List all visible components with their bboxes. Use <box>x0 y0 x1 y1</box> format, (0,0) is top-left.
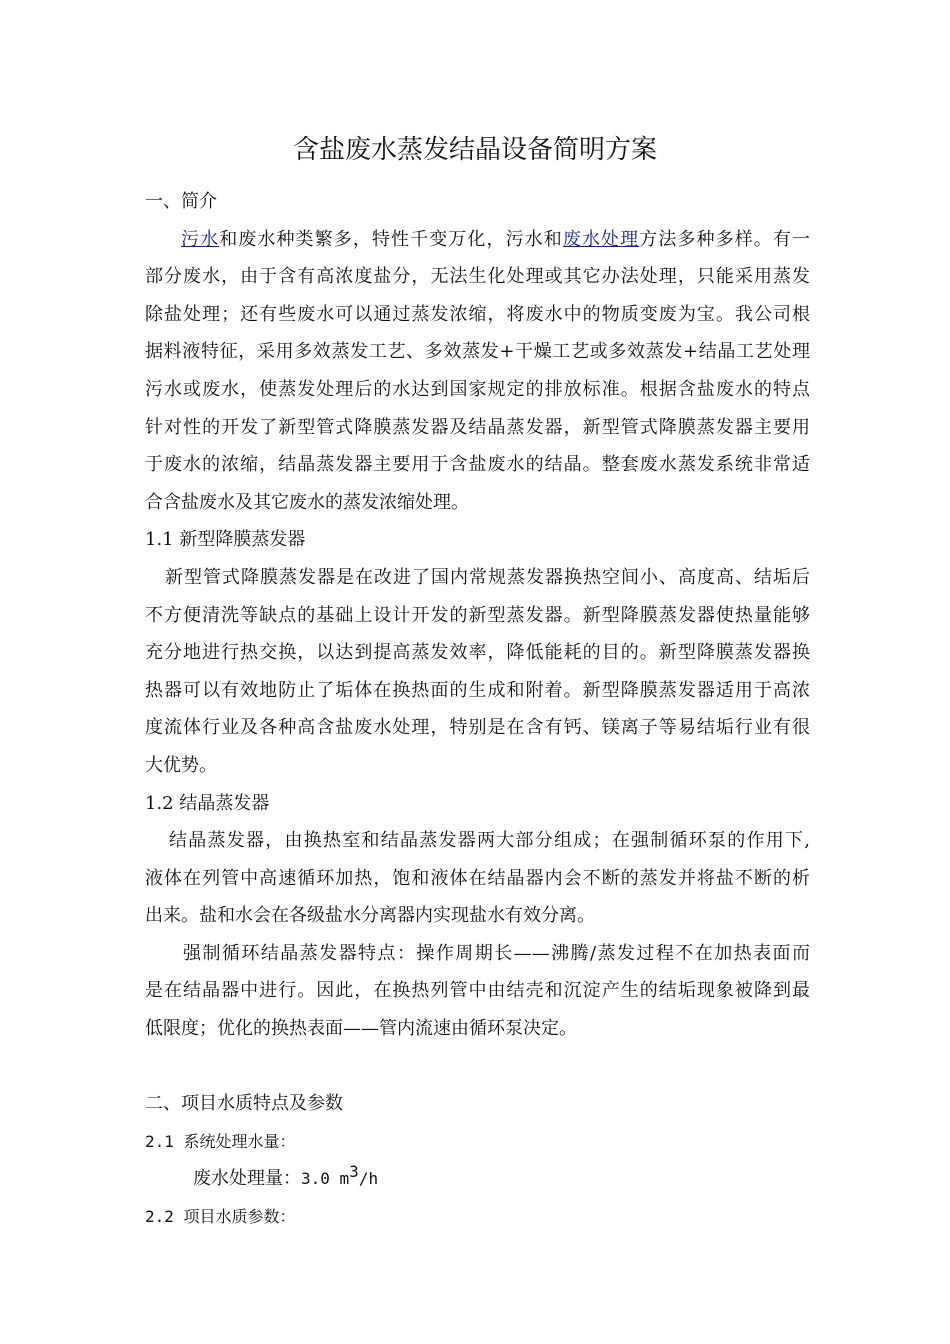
section-heading-water-quality: 二、项目水质特点及参数 <box>145 1093 343 1115</box>
document-body <box>145 183 810 1236</box>
paragraph-line: 低限度；优化的换热表面——管内流速由循环泵决定。 <box>145 1018 577 1040</box>
paragraph-line: 充分地进行热交换，以达到提高蒸发效率，降低能耗的目的。新型降膜蒸发器换 <box>145 642 810 664</box>
paragraph-line: 除盐处理；还有些废水可以通过蒸发浓缩，将废水中的物质变废为宝。我公司根 <box>145 303 810 325</box>
paragraph-line: 热器可以有效地防止了垢体在换热面的生成和附着。新型降膜蒸发器适用于高浓 <box>145 679 810 701</box>
treatment-capacity-value: 3.0 m <box>301 1169 350 1189</box>
paragraph-line: 出来。盐和水会在各级盐水分离器内实现盐水有效分离。 <box>145 905 595 927</box>
subsection-heading-1-1: 1.1 新型降膜蒸发器 <box>145 529 306 551</box>
paragraph-line: 度流体行业及各种高含盐废水处理，特别是在含有钙、镁离子等易结垢行业有很 <box>145 717 810 739</box>
paragraph-line: 于废水的浓缩，结晶蒸发器主要用于含盐废水的结晶。整套废水蒸发系统非常适 <box>145 454 810 476</box>
subsection-heading-1-2: 1.2 结晶蒸发器 <box>145 792 270 814</box>
paragraph-line: 污水或废水，使蒸发处理后的水达到国家规定的排放标准。根据含盐废水的特点 <box>145 378 810 400</box>
paragraph-line: 不方便清洗等缺点的基础上设计开发的新型蒸发器。新型降膜蒸发器使热量能够 <box>145 604 810 626</box>
section-heading-intro: 一、简介 <box>145 191 217 212</box>
link-wastewater-treatment[interactable]: 废水处理 <box>562 228 640 250</box>
paragraph-line: 针对性的开发了新型管式降膜蒸发器及结晶蒸发器，新型管式降膜蒸发器主要用 <box>145 416 810 438</box>
subsection-heading-2-2: 2.2 项目水质参数： <box>145 1207 296 1227</box>
document-title: 含盐废水蒸发结晶设备简明方案 <box>292 135 657 165</box>
paragraph-line: 部分废水，由于含有高浓度盐分，无法生化处理或其它办法处理，只能采用蒸发 <box>145 266 810 288</box>
paragraph-line: 是在结晶器中进行。因此，在换热列管中由结壳和沉淀产生的结垢现象被降到最 <box>145 980 810 1002</box>
treatment-capacity-label: 废水处理量： <box>193 1168 301 1190</box>
paragraph-line: 污水和废水种类繁多，特性千变万化，污水和废水处理方法多种多样。有一 <box>181 228 810 250</box>
treatment-capacity-line: 废水处理量：3.0 $m^3/h$ <box>193 1162 379 1190</box>
blank-line <box>145 1048 810 1086</box>
paragraph-line: 合含盐废水及其它废水的蒸发浓缩处理。 <box>145 491 469 513</box>
paragraph-line: 据料液特征，采用多效蒸发工艺、多效蒸发+干燥工艺或多效蒸发+结晶工艺处理 <box>145 341 810 363</box>
paragraph-line: 新型管式降膜蒸发器是在改进了国内常规蒸发器换热空间小、高度高、结垢后 <box>165 566 810 588</box>
paragraph-line: 结晶蒸发器，由换热室和结晶蒸发器两大部分组成；在强制循环泵的作用下, <box>169 830 810 852</box>
paragraph-line: 大优势。 <box>145 754 217 776</box>
paragraph-line: 液体在列管中高速循环加热，饱和液体在结晶器内会不断的蒸发并将盐不断的析 <box>145 867 810 889</box>
paragraph-line: 强制循环结晶蒸发器特点：操作周期长——沸腾/蒸发过程不在加热表面而 <box>183 942 810 964</box>
subsection-heading-2-1: 2.1 系统处理水量： <box>145 1131 296 1151</box>
link-wastewater[interactable]: 污水 <box>181 228 220 250</box>
